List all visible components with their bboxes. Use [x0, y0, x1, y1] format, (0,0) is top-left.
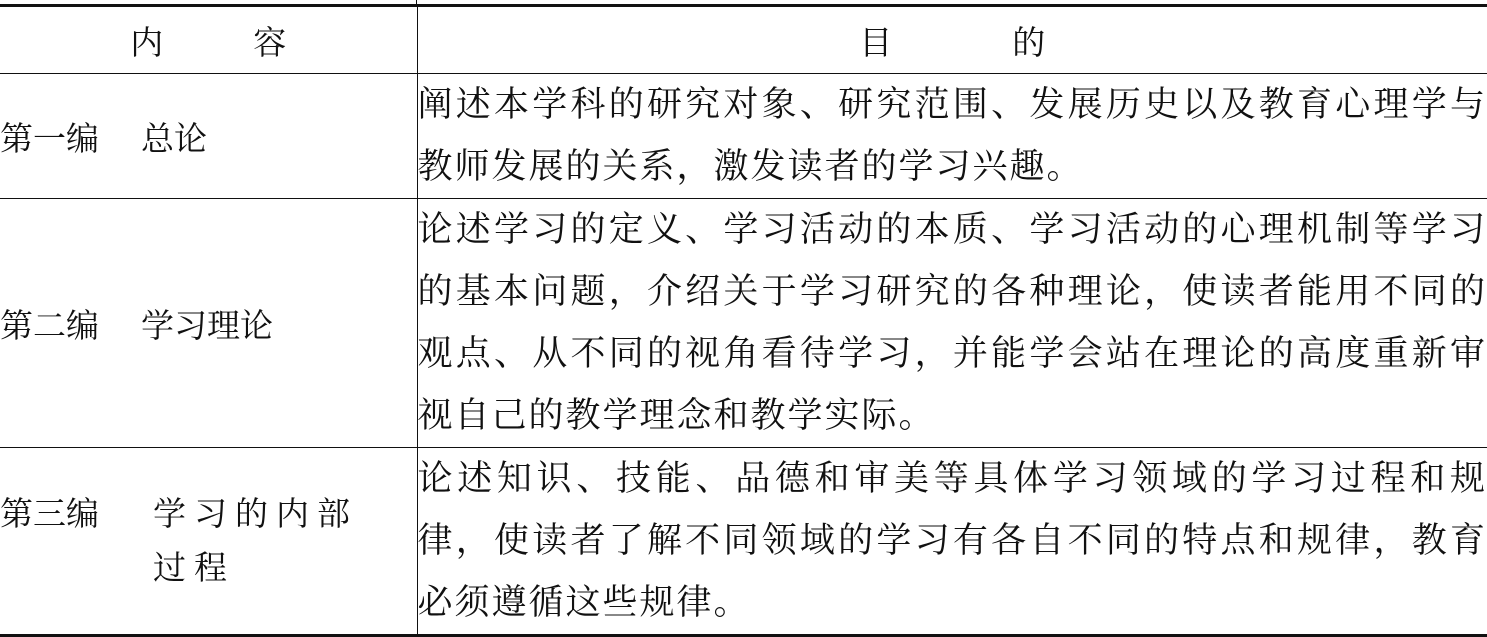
header-purpose-char-1: 目 — [859, 22, 893, 62]
table-row — [0, 448, 1487, 636]
part-title: 学习理论 — [141, 305, 273, 345]
content-cell — [0, 199, 417, 448]
header-content — [0, 6, 417, 74]
header-content-char-1: 内 — [130, 22, 164, 62]
content-cell — [0, 74, 417, 199]
purpose-cell: 阐述本学科的研究对象、研究范围、发展历史以及教育心理学与教师发展的关系，激发读者的学习兴趣。 — [417, 74, 1487, 199]
header-purpose — [417, 6, 1487, 74]
part-title: 总论 — [141, 118, 207, 158]
header-purpose-char-2: 的 — [1012, 22, 1046, 62]
part-label: 第三编 — [0, 494, 99, 533]
content-purpose-table — [0, 4, 1487, 637]
header-content-char-2: 容 — [253, 22, 287, 62]
part-label: 第二编 — [0, 305, 99, 345]
part-title: 学习的内部过程 — [153, 494, 358, 587]
purpose-cell: 论述学习的定义、学习活动的本质、学习活动的心理机制等学习的基本问题，介绍关于学习研究的各种理论，使读者能用不同的观点、从不同的视角看待学习，并能学会站在理论的高度重新审视自己的教学理念和教学实际。 — [417, 199, 1487, 448]
table-row — [0, 74, 1487, 199]
table-row — [0, 199, 1487, 448]
purpose-cell: 论述知识、技能、品德和审美等具体学习领域的学习过程和规律，使读者了解不同领域的学习有各自不同的特点和规律，教育必须遵循这些规律。 — [417, 459, 1487, 623]
part-label: 第一编 — [0, 118, 99, 158]
table-header-row — [0, 6, 1487, 74]
content-cell — [0, 448, 417, 636]
